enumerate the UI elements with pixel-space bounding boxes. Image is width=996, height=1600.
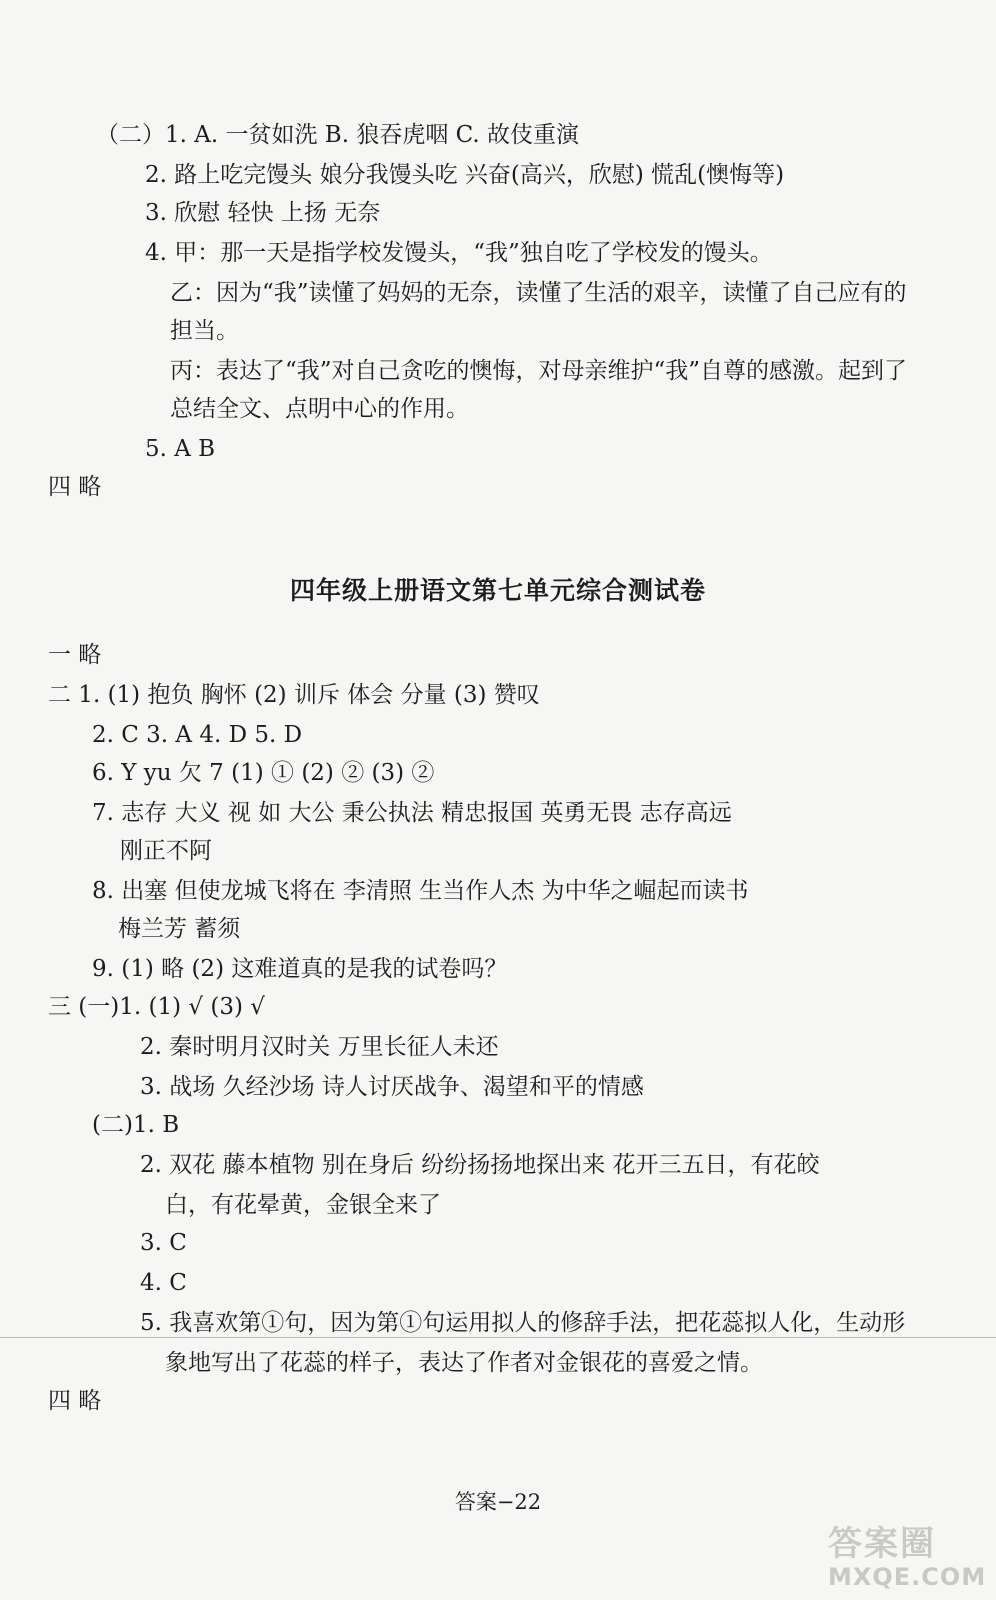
answer-line: 9. (1) 略 (2) 这难道真的是我的试卷吗？: [92, 956, 508, 982]
answer-line: 梅兰芳 蓄须: [118, 916, 241, 942]
answer-line: (二)1. B: [92, 1112, 180, 1138]
answer-line: 4. 甲：那一天是指学校发馒头，“我”独自吃了学校发的馒头。: [145, 240, 773, 266]
answer-line: 5. 我喜欢第①句，因为第①句运用拟人的修辞手法，把花蕊拟人化，生动形: [140, 1310, 906, 1336]
section-item: 四 略: [48, 1388, 102, 1414]
answer-line: 白，有花晕黄，金银全来了: [165, 1192, 441, 1218]
answer-line: 7. 志存 大义 视 如 大公 秉公执法 精忠报国 英勇无畏 志存高远: [92, 800, 732, 826]
answer-line: 6. Y yu 欠 7 (1) ① (2) ② (3) ②: [92, 760, 435, 786]
answer-line: 2. 双花 藤本植物 别在身后 纷纷扬扬地探出来 花开三五日，有花皎: [140, 1152, 820, 1178]
section-title: 四年级上册语文第七单元综合测试卷: [289, 576, 706, 605]
answer-line: 担当。: [170, 318, 239, 344]
answer-line: 2. 秦时明月汉时关 万里长征人未还: [140, 1034, 499, 1060]
answer-line: （二）1. A. 一贫如洗 B. 狼吞虎咽 C. 故伎重演: [96, 122, 580, 148]
answer-line: 总结全文、点明中心的作用。: [170, 396, 469, 422]
answer-line: 刚正不阿: [120, 838, 212, 864]
answer-line: 丙：表达了“我”对自己贪吃的懊悔，对母亲维护“我”自尊的感激。起到了: [170, 358, 908, 384]
section-item: 一 略: [48, 642, 102, 668]
watermark-logo: [828, 1524, 987, 1594]
answer-line: 3. 战场 久经沙场 诗人讨厌战争、渴望和平的情感: [140, 1074, 644, 1100]
watermark-url: MXQE.COM: [828, 1563, 987, 1591]
answer-line: 3. 欣慰 轻快 上扬 无奈: [145, 200, 381, 226]
watermark-text: 答案圈: [828, 1524, 936, 1564]
answer-line: 2. 路上吃完馒头 娘分我馒头吃 兴奋(高兴，欣慰) 慌乱(懊悔等): [145, 162, 785, 188]
answer-line: 5. A B: [145, 436, 216, 462]
answer-line: 乙：因为“我”读懂了妈妈的无奈，读懂了生活的艰辛，读懂了自己应有的: [170, 280, 907, 306]
answer-line: 二 1. (1) 抱负 胸怀 (2) 训斥 体会 分量 (3) 赞叹: [48, 682, 540, 708]
page-number: 答案−22: [454, 1490, 542, 1514]
answer-line: 象地写出了花蕊的样子，表达了作者对金银花的喜爱之情。: [165, 1350, 763, 1376]
answer-line: 8. 出塞 但使龙城飞将在 李清照 生当作人杰 为中华之崛起而读书: [92, 878, 749, 904]
answer-line: 三 (一)1. (1) √ (3) √: [48, 994, 265, 1020]
answer-line: 4. C: [140, 1270, 187, 1296]
section-item: 四 略: [48, 474, 102, 500]
answer-line: 3. C: [140, 1230, 187, 1256]
answer-line: 2. C 3. A 4. D 5. D: [92, 722, 303, 748]
